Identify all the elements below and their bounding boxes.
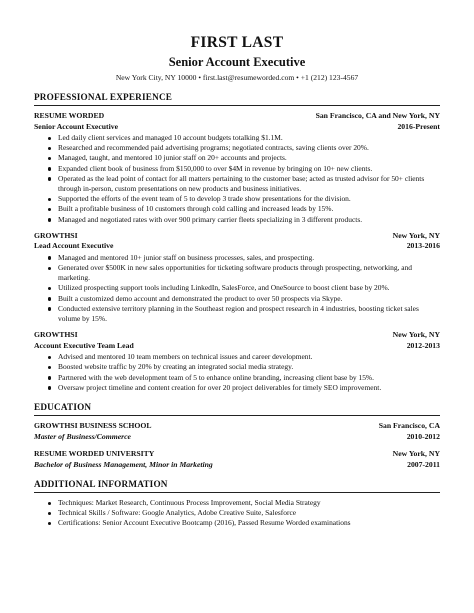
section-heading-additional: ADDITIONAL INFORMATION xyxy=(34,479,440,493)
role-dates: 2016-Present xyxy=(397,121,440,131)
section-heading-education: EDUCATION xyxy=(34,402,440,416)
school-location: San Francisco, CA xyxy=(378,421,440,431)
candidate-name: FIRST LAST xyxy=(190,34,284,51)
company-name: GROWTHSI xyxy=(34,230,78,240)
education-school-row xyxy=(34,449,440,460)
school-name: GROWTHSI BUSINESS SCHOOL xyxy=(34,421,152,431)
school-location: New York, NY xyxy=(392,449,440,459)
additional-info-item: Techniques: Market Research, Continuous Process Improvement, Social Media Strategy xyxy=(46,498,440,508)
experience-role-row xyxy=(34,341,440,352)
bullet-item: Expanded client book of business from $150,000 to over $4M in revenue by bringing on 10+ new clients. xyxy=(46,164,440,174)
bullet-item: Managed and negotiated rates with over 900 primary carrier fleets specializing in 3 different products. xyxy=(46,215,440,225)
bullet-item: Conducted extensive territory planning in the Southeast region and prospect research in 4 industries, boosting ticket sales volume by 15%. xyxy=(46,304,440,324)
experience-bullets xyxy=(34,253,440,324)
company-location: San Francisco, CA and New York, NY xyxy=(315,111,440,120)
education-entry xyxy=(34,421,440,442)
experience-bullets xyxy=(34,352,440,393)
experience-role-row xyxy=(34,122,440,133)
experience-company-row xyxy=(34,111,440,122)
experience-entry xyxy=(34,231,440,324)
bullet-item: Built a customized demo account and demonstrated the product to over 50 prospects via Skype. xyxy=(46,294,440,304)
contact-line: New York City, NY 10000 • first.last@resumeworded.com • +1 (212) 123-4567 xyxy=(115,73,359,82)
degree-name: Bachelor of Business Management, Minor in Marketing xyxy=(34,459,213,469)
experience-bullets xyxy=(34,133,440,225)
role-title: Account Executive Team Lead xyxy=(34,340,134,350)
education-degree-row xyxy=(34,432,440,443)
company-name: RESUME WORDED xyxy=(34,111,105,120)
candidate-title: Senior Account Executive xyxy=(168,55,306,69)
company-location: New York, NY xyxy=(392,230,440,240)
role-dates: 2013-2016 xyxy=(406,241,440,251)
experience-company-row xyxy=(34,231,440,242)
company-location: New York, NY xyxy=(392,330,440,340)
education-entry xyxy=(34,449,440,470)
experience-entry xyxy=(34,111,440,225)
additional-info-item: Technical Skills / Software: Google Analytics, Adobe Creative Suite, Salesforce xyxy=(46,508,440,518)
education-degree-row xyxy=(34,460,440,471)
bullet-item: Led daily client services and managed 10 account budgets totalking $1.1M. xyxy=(46,133,440,143)
bullet-item: Advised and mentored 10 team members on technical issues and career development. xyxy=(46,352,440,362)
role-dates: 2012-2013 xyxy=(406,340,440,350)
experience-role-row xyxy=(34,241,440,252)
education-school-row xyxy=(34,421,440,432)
degree-name: Master of Business/Commerce xyxy=(34,431,131,441)
experience-entry xyxy=(34,330,440,393)
degree-dates: 2010-2012 xyxy=(406,431,440,441)
bullet-item: Managed, taught, and mentored 10 junior staff on 20+ accounts and projects. xyxy=(46,153,440,163)
bullet-item: Supported the efforts of the event team of 5 to develop 3 trade show presentations for the division. xyxy=(46,194,440,204)
bullet-item: Boosted website traffic by 20% by creating an integrated social media strategy. xyxy=(46,362,440,372)
bullet-item: Oversaw project timeline and content creation for over 20 project deliverables for timely SEO improvement. xyxy=(46,383,440,393)
bullet-item: Generated over $500K in new sales opportunities for ticketing software products through prospecting, networking, and marketing. xyxy=(46,263,440,283)
role-title: Senior Account Executive xyxy=(34,121,118,131)
bullet-item: Researched and recommended paid advertising programs; negotiated contracts, saving clients over 20%. xyxy=(46,143,440,153)
bullet-item: Partnered with the web development team of 5 to enhance online branding, increasing client base by 15%. xyxy=(46,373,440,383)
bullet-item: Built a profitable business of 10 customers through cold calling and increased leads by 15%. xyxy=(46,204,440,214)
experience-company-row xyxy=(34,330,440,341)
bullet-item: Utilized prospecting support tools including LinkedIn, SalesForce, and OneSource to boost client base by 20%. xyxy=(46,283,440,293)
additional-info-item: Certifications: Senior Account Executive Bootcamp (2016), Passed Resume Worded examinations xyxy=(46,518,440,528)
additional-info-list xyxy=(34,498,440,529)
section-heading-experience: PROFESSIONAL EXPERIENCE xyxy=(34,92,440,106)
degree-dates: 2007-2011 xyxy=(407,459,440,469)
bullet-item: Managed and mentored 10+ junior staff on business processes, sales, and prospecting. xyxy=(46,253,440,263)
bullet-item: Operated as the lead point of contact for all matters pertaining to the customer base; acted as trusted advisor for 50+ clients through in-person, custom presentations on new products and business initiatives. xyxy=(46,174,440,194)
school-name: RESUME WORDED UNIVERSITY xyxy=(34,449,155,459)
role-title: Lead Account Executive xyxy=(34,241,114,251)
company-name: GROWTHSI xyxy=(34,330,78,340)
